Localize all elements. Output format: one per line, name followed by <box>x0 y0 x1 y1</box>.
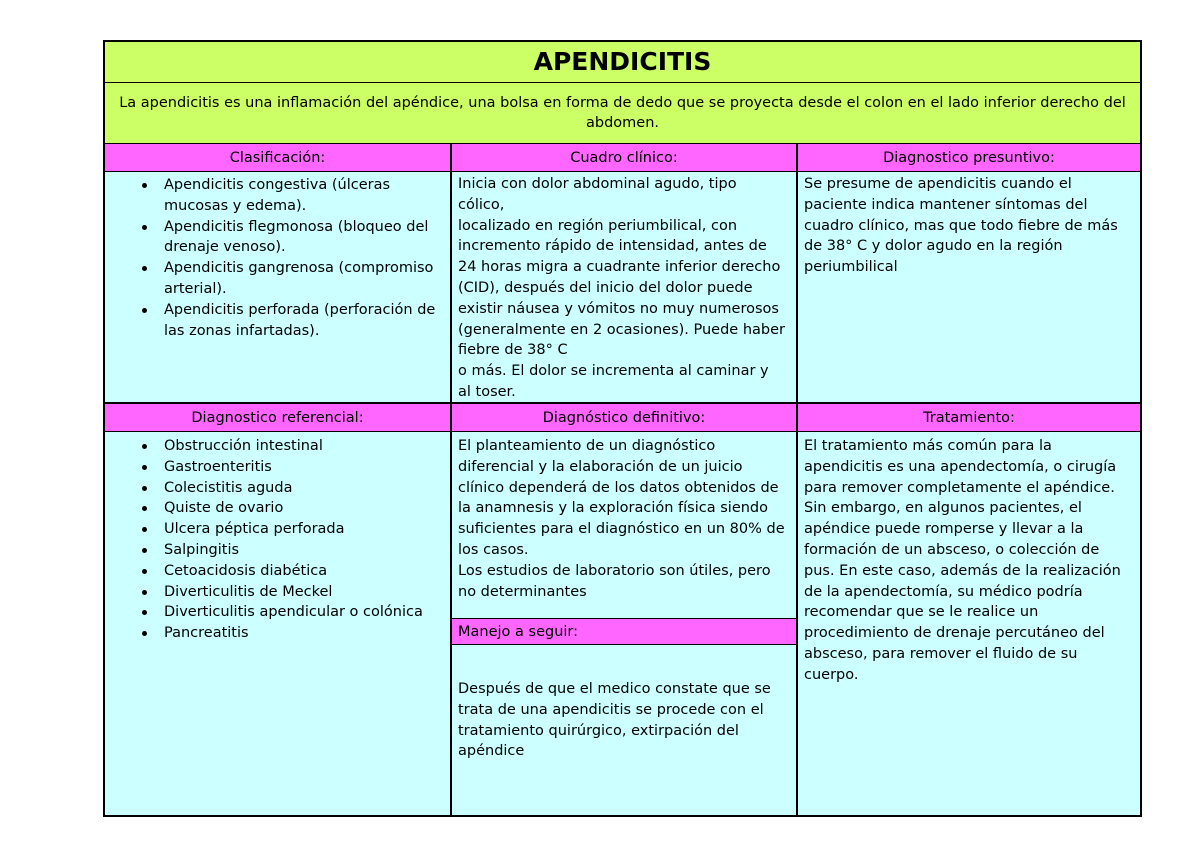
header-cuadro-clinico: Cuadro clínico: <box>452 144 796 172</box>
diagnostico-referencial-list <box>138 436 444 644</box>
apendicitis-table <box>103 40 1142 817</box>
list-item: Ulcera péptica perforada <box>164 519 444 540</box>
cell-diagnostico-definitivo <box>452 432 796 618</box>
intro-text: La apendicitis es una inflamación del apéndice, una bolsa en forma de dedo que se proyecta desde el colon en el lado inferior derecho del abdomen. <box>105 83 1140 144</box>
header-diagnostico-presuntivo: Diagnostico presuntivo: <box>798 144 1140 172</box>
cell-tratamiento: El tratamiento más común para la apendicitis es una apendectomía, o cirugía para remover completamente el apéndice. Sin embargo, en algunos pacientes, el apéndice puede romperse y llevar a la formación de un absceso, o colección de pus. En este caso, además de la realización de la apendectomía, su médico podría recomendar que se le realice un procedimiento de drenaje percutáneo del absceso, para remover el fluido de su cuerpo. <box>798 432 1140 815</box>
header-diagnostico-definitivo: Diagnóstico definitivo: <box>452 404 796 432</box>
list-item: Apendicitis gangrenosa (compromiso arterial). <box>164 258 444 300</box>
list-item: Gastroenteritis <box>164 457 444 478</box>
cuadro-clinico-line: Inicia con dolor abdominal agudo, tipo cólico, <box>458 176 737 213</box>
list-item: Colecistitis aguda <box>164 478 444 499</box>
list-item: Obstrucción intestinal <box>164 436 444 457</box>
list-item: Salpingitis <box>164 540 444 561</box>
list-item: Pancreatitis <box>164 623 444 644</box>
cell-clasificacion <box>105 172 450 402</box>
list-item: Cetoacidosis diabética <box>164 561 444 582</box>
list-item: Quiste de ovario <box>164 498 444 519</box>
row-divider <box>105 402 1140 404</box>
header-clasificacion: Clasificación: <box>105 144 450 172</box>
header-diagnostico-referencial: Diagnostico referencial: <box>105 404 450 432</box>
header-manejo-a-seguir: Manejo a seguir: <box>452 618 796 645</box>
cuadro-clinico-line: localizado en región periumbilical, con incremento rápido de intensidad, antes de 24 horas migra a cuadrante inferior derecho (CID), después del inicio del dolor puede existir náusea y vómitos no muy numerosos (generalmente en 2 ocasiones). Puede haber fiebre de 38° C <box>458 217 785 359</box>
column-divider <box>450 144 452 815</box>
list-item: Diverticulitis de Meckel <box>164 582 444 603</box>
table-title: APENDICITIS <box>105 42 1140 83</box>
list-item: Apendicitis congestiva (úlceras mucosas y edema). <box>164 175 444 217</box>
cuadro-clinico-line: o más. El dolor se incrementa al caminar y al toser. <box>458 363 769 400</box>
header-tratamiento: Tratamiento: <box>798 404 1140 432</box>
list-item: Diverticulitis apendicular o colónica <box>164 602 444 623</box>
cell-diagnostico-presuntivo: Se presume de apendicitis cuando el paciente indica mantener síntomas del cuadro clínico, mas que todo fiebre de más de 38° C y dolor agudo en la región periumbilical <box>798 172 1140 402</box>
cell-manejo-a-seguir: Después de que el medico constate que se trata de una apendicitis se procede con el tratamiento quirúrgico, extirpación del apéndice <box>452 645 796 815</box>
cell-cuadro-clinico <box>452 172 796 402</box>
column-divider <box>796 144 798 815</box>
cell-diagnostico-referencial <box>105 432 450 815</box>
list-item: Apendicitis perforada (perforación de las zonas infartadas). <box>164 300 444 342</box>
list-item: Apendicitis flegmonosa (bloqueo del drenaje venoso). <box>164 217 444 259</box>
clasificacion-list <box>138 175 444 341</box>
diagnostico-definitivo-paragraph: El planteamiento de un diagnóstico diferencial y la elaboración de un juicio clínico dependerá de los datos obtenidos de la anamnesis y la exploración física siendo suficientes para el diagnóstico en un 80% de los casos. <box>458 438 785 558</box>
diagnostico-definitivo-paragraph: Los estudios de laboratorio son útiles, pero no determinantes <box>458 562 771 600</box>
